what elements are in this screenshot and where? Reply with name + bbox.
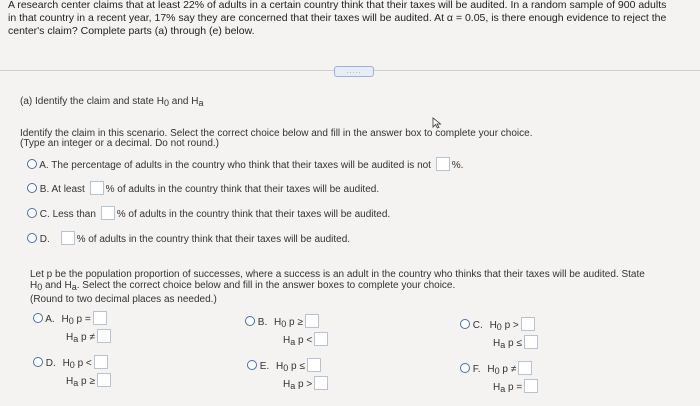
claim-c-answer-box[interactable] <box>101 206 115 220</box>
hyp-option-a-ha <box>66 329 113 347</box>
claim-instruction: Identify the claim in this scenario. Select the correct choice below and fill in the answer box to complete your choice. <box>20 128 533 139</box>
round-note: (Round to two decimal places as needed.) <box>30 294 217 305</box>
h0-answer-box[interactable] <box>518 361 532 375</box>
hyp-option-d-ha <box>66 373 113 391</box>
ha-relation: p < <box>298 335 313 346</box>
ha-relation: p = <box>508 382 523 393</box>
radio-button[interactable] <box>460 363 470 373</box>
claim-option-b[interactable] <box>27 181 379 196</box>
ha-relation: p ≤ <box>508 338 522 349</box>
radio-button[interactable] <box>27 233 37 243</box>
h0-relation: p < <box>77 358 92 369</box>
hyp-option-b-ha <box>283 332 330 350</box>
part-a-heading-text: (a) Identify the claim and state H <box>20 96 164 107</box>
part-a-heading <box>20 95 203 110</box>
hyp-option-f[interactable] <box>460 361 534 379</box>
ha-answer-box[interactable] <box>97 373 111 387</box>
question-line-3: center's claim? Complete parts (a) through (e) below. <box>8 25 255 37</box>
option-text: Less than <box>52 209 96 220</box>
h0-relation: p ≥ <box>289 317 303 328</box>
question-line-2: in that country in a recent year, 17% say they are concerned that their taxes will be audited. At α = 0.05, is there enough evidence to reject the <box>8 12 667 24</box>
radio-button[interactable] <box>460 319 470 329</box>
h0-label: H0 <box>489 320 502 332</box>
hyp-option-c[interactable] <box>460 317 537 335</box>
ha-subscript: a <box>71 282 77 292</box>
ha-answer-box[interactable] <box>314 332 328 346</box>
h0-subscript: 0 <box>37 282 43 292</box>
radio-button[interactable] <box>27 183 37 193</box>
hyp-option-b[interactable] <box>245 314 321 332</box>
h0-answer-box[interactable] <box>94 355 108 369</box>
h0-relation: p ≤ <box>291 361 305 372</box>
h0-label: H0 <box>276 361 289 373</box>
option-letter: E. <box>259 361 270 372</box>
claim-b-answer-box[interactable] <box>90 181 104 195</box>
option-letter: A. <box>39 160 49 171</box>
option-text-after: %. <box>451 160 464 171</box>
ha-answer-box[interactable] <box>314 376 328 390</box>
question-line-1: A research center claims that at least 22% of adults in a certain country think that their taxes will be audited. In a random sample of 900 adults <box>8 0 667 11</box>
h0-label: H0 <box>61 314 74 326</box>
option-letter: C. <box>39 209 50 220</box>
h0-answer-box[interactable] <box>307 358 321 372</box>
hypothesis-instruction <box>30 279 455 294</box>
hyp-option-a[interactable] <box>33 311 109 329</box>
h0-subscript: 0 <box>163 98 169 108</box>
ha-label: Ha <box>493 338 506 350</box>
ha-answer-box[interactable] <box>524 335 538 349</box>
hyp-option-e-ha <box>283 376 330 394</box>
option-letter: F. <box>472 364 481 375</box>
h0-label: H0 <box>274 317 287 329</box>
expand-question-button[interactable]: ..... <box>334 66 374 77</box>
ha-relation: p ≠ <box>81 332 95 343</box>
ha-relation: p > <box>298 379 313 390</box>
option-letter: B. <box>257 317 268 328</box>
h0-answer-box[interactable] <box>305 314 319 328</box>
h0-label: H0 <box>62 358 75 370</box>
h0-answer-box[interactable] <box>93 311 107 325</box>
population-instruction: Let p be the population proportion of successes, where a success is an adult in the country who thinks that their taxes will be audited. State <box>30 269 645 280</box>
ha-answer-box[interactable] <box>97 329 111 343</box>
option-letter: C. <box>472 320 483 331</box>
claim-option-c[interactable] <box>27 206 390 221</box>
option-letter: A. <box>45 314 55 325</box>
h0-relation: p = <box>76 314 91 325</box>
radio-button[interactable] <box>247 360 257 370</box>
h-label: H <box>30 280 38 291</box>
claim-instruction-note: (Type an integer or a decimal. Do not round.) <box>20 138 219 149</box>
option-letter: D. <box>39 234 50 245</box>
ha-relation: p ≥ <box>81 376 95 387</box>
ha-subscript: a <box>198 98 204 108</box>
hyp-option-e[interactable] <box>247 358 323 376</box>
ha-label: Ha <box>283 335 296 347</box>
radio-button[interactable] <box>33 313 43 323</box>
radio-button[interactable] <box>245 316 255 326</box>
h0-relation: p > <box>504 320 519 331</box>
hyp-option-d[interactable] <box>33 355 110 373</box>
option-letter: D. <box>45 358 56 369</box>
ha-label: Ha <box>66 376 79 388</box>
option-text: The percentage of adults in the country who think that their taxes will be audited is not <box>51 160 431 171</box>
claim-a-answer-box[interactable] <box>436 157 450 171</box>
option-letter: B. <box>39 184 50 195</box>
option-text-after: % of adults in the country think that their taxes will be audited. <box>105 184 380 195</box>
hypothesis-instruction-text: . Select the correct choice below and fill in the answer boxes to complete your choice. <box>76 280 456 291</box>
h-label-mid: and H <box>42 280 72 291</box>
ha-label: Ha <box>283 379 296 391</box>
h0-relation: p ≠ <box>502 364 517 375</box>
claim-option-a[interactable] <box>27 157 463 172</box>
option-text-after: % of adults in the country think that their taxes will be audited. <box>76 234 351 245</box>
option-text: At least <box>51 184 85 195</box>
cursor-icon <box>432 116 442 128</box>
h0-answer-box[interactable] <box>521 317 535 331</box>
radio-button[interactable] <box>27 208 37 218</box>
hyp-option-f-ha <box>493 379 540 397</box>
h0-label: H0 <box>487 364 500 376</box>
claim-option-d[interactable] <box>27 231 350 246</box>
radio-button[interactable] <box>33 357 43 367</box>
ha-answer-box[interactable] <box>524 379 538 393</box>
ha-label: Ha <box>66 332 79 344</box>
claim-d-answer-box[interactable] <box>61 231 75 245</box>
ha-label: Ha <box>493 382 506 394</box>
option-text-after: % of adults in the country think that their taxes will be audited. <box>116 209 391 220</box>
hyp-option-c-ha <box>493 335 540 353</box>
radio-button[interactable] <box>27 159 37 169</box>
part-a-heading-mid: and H <box>168 96 199 107</box>
